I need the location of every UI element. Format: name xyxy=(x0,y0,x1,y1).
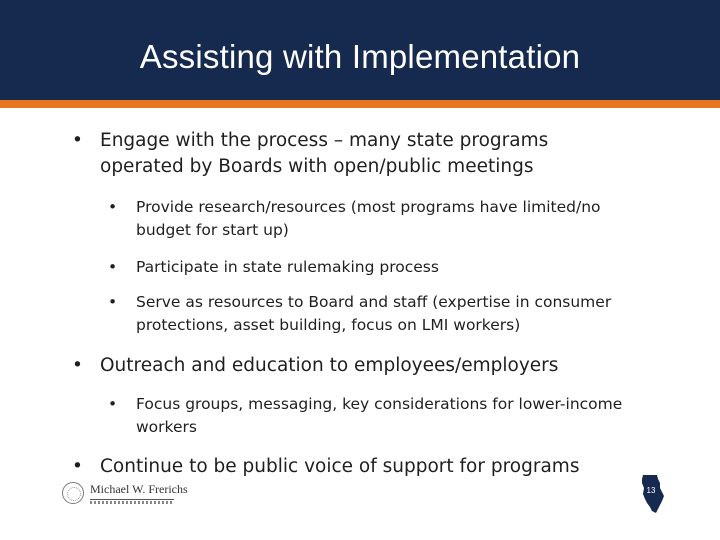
bullet-marker: • xyxy=(72,456,83,477)
bullet-marker: • xyxy=(108,395,118,413)
bullet-item xyxy=(72,128,592,180)
sub-bullet-text: Focus groups, messaging, key considerations for lower-income workers xyxy=(136,395,623,436)
slide-title: Assisting with Implementation xyxy=(139,38,581,75)
sub-bullet-item xyxy=(108,291,648,337)
sub-bullet-text: Participate in state rulemaking process xyxy=(136,258,439,276)
logo-subtitle-mark xyxy=(90,501,174,504)
sub-bullet-item xyxy=(108,196,648,242)
bullet-text: Outreach and education to employees/employers xyxy=(100,355,559,376)
bullet-marker: • xyxy=(108,198,118,216)
state-seal-icon xyxy=(62,482,84,504)
bullet-item xyxy=(72,353,632,379)
sub-bullet-text: Serve as resources to Board and staff (expertise in consumer protections, asset building, focus on LMI workers) xyxy=(136,293,612,334)
logo-divider xyxy=(90,499,174,500)
bullet-marker: • xyxy=(72,130,83,151)
bullet-text: Continue to be public voice of support for programs xyxy=(100,456,580,477)
bullet-marker: • xyxy=(72,355,83,376)
sub-bullet-text: Provide research/resources (most programs have limited/no budget for start up) xyxy=(136,198,601,239)
bullet-text: Engage with the process – many state programs operated by Boards with open/public meetings xyxy=(100,130,549,177)
bullet-item xyxy=(72,454,632,480)
bullet-marker: • xyxy=(108,258,118,276)
sub-bullet-item xyxy=(108,393,668,439)
page-number: 13 xyxy=(646,486,656,495)
treasurer-logo xyxy=(62,482,188,506)
sub-bullet-item xyxy=(108,256,648,279)
logo-name: Michael W. Frerichs xyxy=(90,482,188,496)
bullet-marker: • xyxy=(108,293,118,311)
